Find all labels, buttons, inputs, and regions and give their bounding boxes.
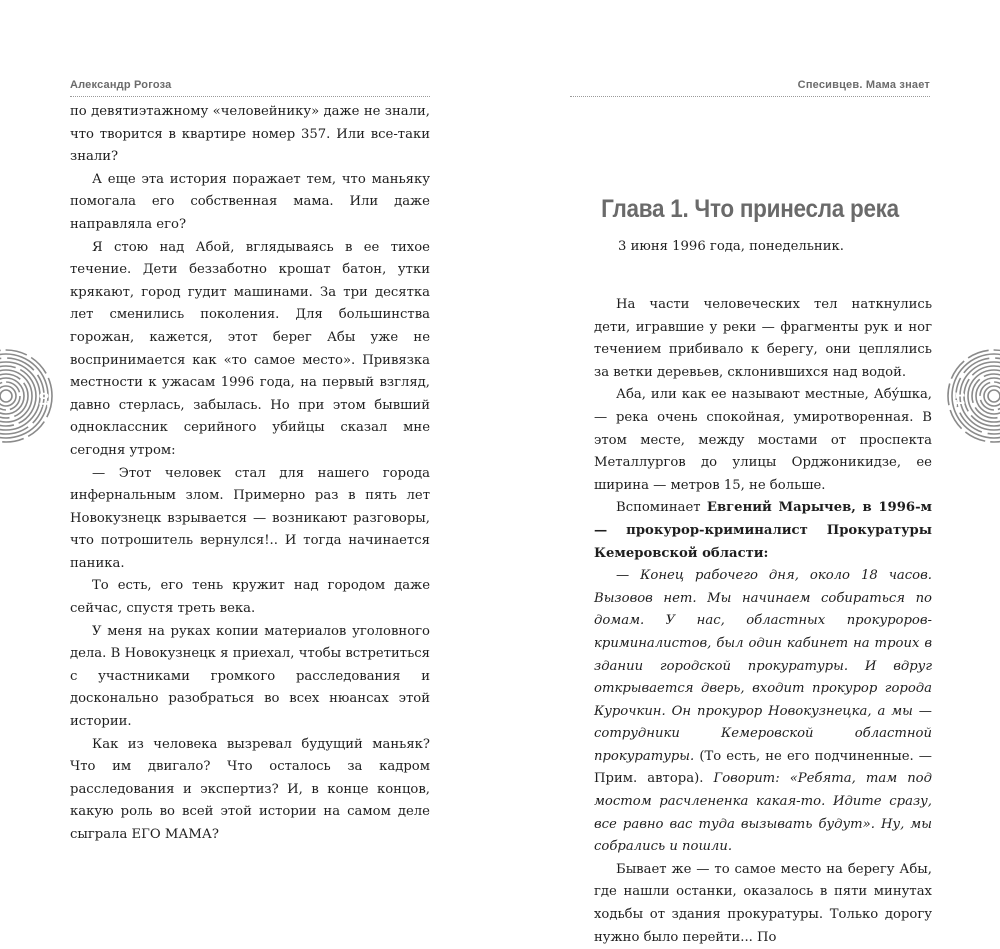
page-number: 11 — [952, 391, 968, 408]
running-head — [70, 76, 430, 97]
quote-text: — Конец рабочего дня, около 18 часов. Вызовов нет. Мы начинаем собираться по домам. У нас, областных прокуроров-криминалистов, был один кабинет на троих в здании городской прокуратуры. И вдруг открывается дверь, входит прокурор города Курочкин. Он прокурор Новокузнецка, а мы — сотрудники Кемеровской областной прокуратуры. — [594, 568, 932, 764]
body-text — [594, 294, 932, 949]
paragraph: То есть, его тень кружит над городом даже сейчас, спустя треть века. — [70, 578, 430, 617]
author-note: (То есть, не его подчиненные. — Прим. автора). — [594, 748, 932, 787]
paragraph: по девятиэтажному «человейнику» даже не знали, что творится в квартире номер 357. Или все-таки знали? — [70, 104, 430, 165]
left-page — [0, 0, 500, 842]
quote-text: Говорит: «Ребята, там под мостом расчлененка какая-то. Идите сразу, все равно вас туда вызывать будут». Ну, мы собрались и пошли. — [594, 771, 932, 855]
paragraph: — Этот человек стал для нашего города инфернальным злом. Примерно раз в пять лет Новокузнецк взрывается — возникают разговоры, что потрошитель вернулся!.. И тогда начинается паника. — [70, 465, 430, 571]
speaker-credit: Евгений Марычев, в 1996-м — прокурор-криминалист Прокуратуры Кемеровской области: — [594, 500, 932, 561]
paragraph: Аба, или как ее называют местные, Абу́шка, — река очень спокойная, умиротворенная. В этом месте, между мостами от проспекта Металлургов до улицы Орджоникидзе, ее ширина — метров 15, не больше. — [594, 387, 932, 493]
lead-text: Вспоминает — [616, 500, 707, 516]
paragraph: У меня на руках копии материалов уголовного дела. В Новокузнецк я приехал, чтобы встретиться с участниками громкого расследования и досконально разобраться во всех нюансах этой истории. — [70, 623, 430, 730]
paragraph: А еще эта история поражает тем, что маньяку помогала его собственная мама. Или даже направляла его? — [70, 171, 430, 232]
quote-paragraph — [594, 565, 932, 859]
running-head — [570, 76, 930, 97]
paragraph: Как из человека вызревал будущий маньяк? Что им двигало? Что осталось за кадром расследования и экспертиз? И, в конце концов, какую роль во всей этой истории на самом деле сыграла ЕГО МАМА? — [70, 736, 430, 842]
paragraph — [594, 497, 932, 565]
date-line: 3 июня 1996 года, понедельник. — [618, 239, 844, 254]
author-name: Александр Рогоза — [70, 79, 172, 91]
chapter-title: Глава 1. Что принесла река — [601, 195, 899, 223]
paragraph: Бывает же — то самое место на берегу Абы, где нашли останки, оказалось в пяти минутах ходьбы от здания прокуратуры. Только дорогу нужно было перейти... По — [594, 861, 932, 945]
body-text — [70, 101, 430, 847]
fingerprint-icon — [940, 358, 1000, 434]
paragraph: Я стою над Абой, вглядываясь в ее тихое течение. Дети беззаботно крошат батон, утки крякают, город гудит машинами. За три десятка лет сменились поколения. Для большинства горожан, кажется, этот берег Абы уже не воспринимается как «то самое место». Привязка местности к ужасам 1996 года, на первый взгляд, давно стерлась, забылась. Но при этом бывший одноклассник серийного убийцы сказал мне сегодня утром: — [70, 239, 430, 458]
book-title: Спесивцев. Мама знает — [797, 79, 930, 91]
right-page — [500, 0, 1000, 945]
page-number: 10 — [36, 391, 52, 408]
paragraph: На части человеческих тел наткнулись дети, игравшие у реки — фрагменты рук и ног течением прибивало к берегу, они цеплялись за ветки деревьев, склонившихся над водой. — [594, 297, 932, 380]
